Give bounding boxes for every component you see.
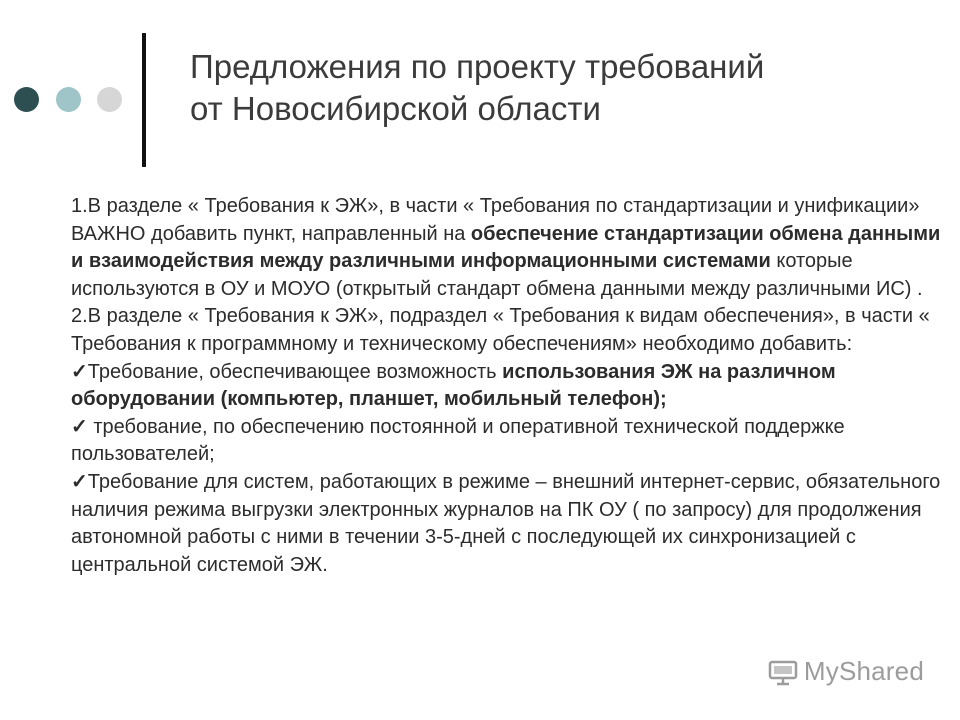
watermark-text: MyShared xyxy=(803,656,924,686)
checklist-item-2: ✓ требование, по обеспечению постоянной и оперативной технической поддержке пользователей; xyxy=(71,415,845,466)
decor-dot-gray xyxy=(97,87,122,112)
decor-dot-dark xyxy=(14,87,39,112)
title-divider xyxy=(142,33,146,167)
proposal-item-2: 2.В разделе « Требования к ЭЖ», подраздел « Требования к видам обеспечения», в части « Требования к программному и техническому обеспечениям» необходимо добавить: xyxy=(71,305,930,355)
checkmark-icon: ✓ xyxy=(71,470,88,493)
decor-dot-teal xyxy=(56,87,81,112)
slide-title-line2: от Новосибирской области xyxy=(190,90,601,127)
checklist-item-3: ✓Требование для систем, работающих в режиме – внешний интернет-сервис, обязательного наличия режима выгрузки электронных журналов на ПК ОУ ( по запросу) для продолжения автономной работы с ними в течении 3-5-дней с последующей их синхронизацией с центральной системой ЭЖ. xyxy=(71,470,941,576)
checklist-item-1: ✓Требование, обеспечивающее возможность использования ЭЖ на различном оборудовании (компьютер, планшет, мобильный телефон); xyxy=(71,360,836,411)
checkmark-icon: ✓ xyxy=(71,415,88,438)
slide-body xyxy=(71,193,941,579)
checkmark-icon: ✓ xyxy=(71,360,88,383)
slide-title-line1: Предложения по проекту требований xyxy=(190,48,765,85)
myshared-watermark xyxy=(768,656,924,687)
presentation-screen-icon xyxy=(768,658,798,686)
proposal-item-1: 1.В разделе « Требования к ЭЖ», в части « Требования по стандартизации и унификации» ВАЖНО добавить пункт, направленный на обеспечение стандартизации обмена данными и взаимодействия между различными информационными системами которые используются в ОУ и МОУО (открытый стандарт обмена данными между различными ИС) . xyxy=(71,195,941,300)
slide-title xyxy=(190,46,930,130)
